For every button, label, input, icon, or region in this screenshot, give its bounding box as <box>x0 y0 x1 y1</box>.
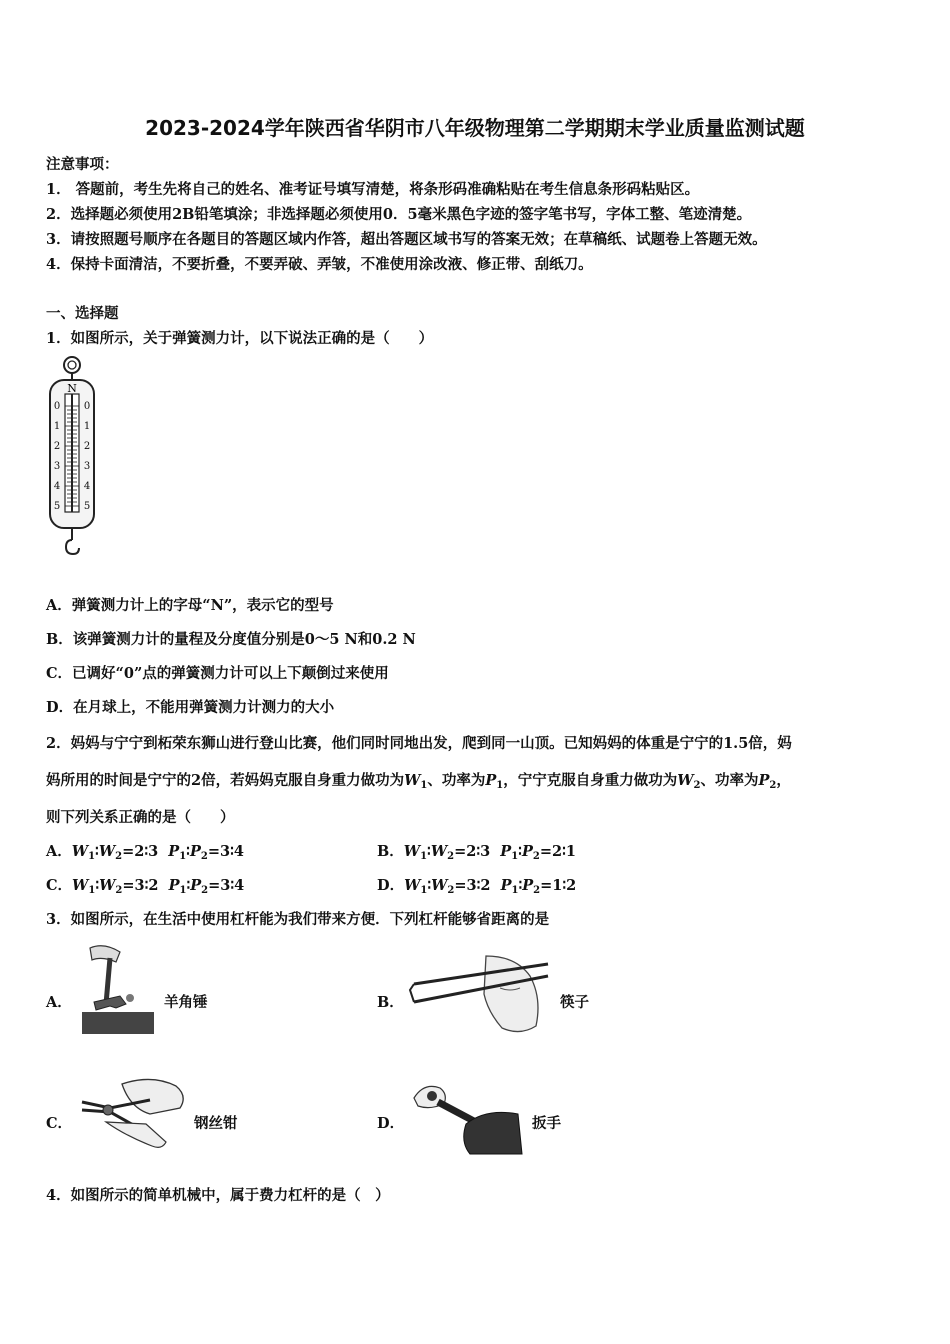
scale-label-right-0: 0 <box>83 401 91 412</box>
q3-option-c-letter: C． <box>46 1115 73 1132</box>
notice-item-4: 4．保持卡面清洁，不要折叠，不要弄破、弄皱，不准使用涂改液、修正带、刮纸刀。 <box>46 256 593 273</box>
q2-option-d: D．$W_1∶W_2=3∶2$ $P_1∶P_2=1∶2$ <box>377 877 577 896</box>
q1-option-d: D．在月球上，不能用弹簧测力计测力的大小 <box>46 699 335 716</box>
scale-label-right-5: 5 <box>83 501 91 512</box>
scale-label-right-1: 1 <box>83 421 91 432</box>
section-heading: 一、选择题 <box>46 305 119 322</box>
q3-option-b-letter: B． <box>377 994 404 1011</box>
scale-label-left-2: 2 <box>53 441 61 452</box>
notice-item-2: 2．选择题必须使用2B铅笔填涂；非选择题必须使用0．5毫米黑色字迹的签字笔书写，字体工整、笔迹清楚。 <box>46 206 752 223</box>
q2-option-b: B．$W_1∶W_2=2∶3$ $P_1∶P_2=2∶1$ <box>377 843 576 862</box>
q1-stem: 1．如图所示，关于弹簧测力计，以下说法正确的是（ ） <box>46 330 434 347</box>
wrench-figure <box>410 1080 526 1156</box>
scale-label-right-4: 4 <box>83 481 91 492</box>
q1-option-b: B．该弹簧测力计的量程及分度值分别是0～5 N和0.2 N <box>46 631 416 648</box>
scale-label-left-5: 5 <box>53 501 61 512</box>
q4-stem: 4．如图所示的简单机械中，属于费力杠杆的是（ ） <box>46 1187 390 1204</box>
notice-item-3: 3．请按照题号顺序在各题目的答题区域内作答，超出答题区域书写的答案无效；在草稿纸、试题卷上答题无效。 <box>46 231 767 248</box>
q2-line-1: 2．妈妈与宁宁到柘荣东狮山进行登山比赛，他们同时同地出发，爬到同一山顶。已知妈妈的体重是宁宁的1.5倍，妈 <box>46 735 792 752</box>
q2-line-3: 则下列关系正确的是（ ） <box>46 809 235 826</box>
q3-option-b-name: 筷子 <box>560 994 589 1011</box>
scale-label-left-0: 0 <box>53 401 61 412</box>
q3-option-a-letter: A． <box>46 994 72 1011</box>
q3-option-a-name: 羊角锤 <box>164 994 208 1011</box>
q3-option-d-letter: D． <box>377 1115 405 1132</box>
q3-option-d-name: 扳手 <box>532 1115 561 1132</box>
notice-item-1: 1． 答题前，考生先将自己的姓名、准考证号填写清楚，将条形码准确粘贴在考生信息条形码粘贴区。 <box>46 181 700 198</box>
wire-pliers-figure <box>76 1076 190 1156</box>
notice-heading: 注意事项： <box>46 156 119 173</box>
spring-scale-figure <box>44 354 100 560</box>
q2-option-a: A．$W_1∶W_2=2∶3$ $P_1∶P_2=3∶4$ <box>46 843 244 862</box>
q3-stem: 3．如图所示，在生活中使用杠杆能为我们带来方便．下列杠杆能够省距离的是 <box>46 911 550 928</box>
scale-label-left-1: 1 <box>53 421 61 432</box>
q3-option-c-name: 钢丝钳 <box>194 1115 238 1132</box>
scale-label-left-3: 3 <box>53 461 61 472</box>
q1-option-a: A．弹簧测力计上的字母“N”，表示它的型号 <box>46 597 334 614</box>
scale-label-left-4: 4 <box>53 481 61 492</box>
chopsticks-figure <box>408 954 552 1036</box>
scale-unit-label: N <box>67 382 77 395</box>
q2-option-c: C．$W_1∶W_2=3∶2$ $P_1∶P_2=3∶4$ <box>46 877 245 896</box>
scale-label-right-2: 2 <box>83 441 91 452</box>
scale-label-right-3: 3 <box>83 461 91 472</box>
q2-line-2: 妈所用的时间是宁宁的2倍，若妈妈克服自身重力做功为$W_1$、功率为$P_1$，宁宁克服自身重力做功为$W_2$、功率为$P_2$， <box>46 772 791 791</box>
claw-hammer-figure <box>80 942 156 1036</box>
q1-option-c: C．已调好“0”点的弹簧测力计可以上下颠倒过来使用 <box>46 665 389 682</box>
page-title: 2023-2024学年陕西省华阴市八年级物理第二学期期末学业质量监测试题 <box>145 116 805 140</box>
